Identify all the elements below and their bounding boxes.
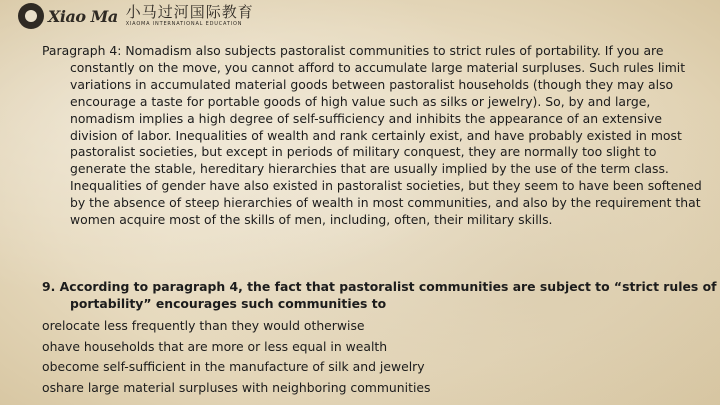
logo-latin-text: Xiao Ma [48,6,118,26]
answer-options [42,316,430,398]
passage-paragraph: Paragraph 4: Nomadism also subjects pastoralist communities to strict rules of portability. If you are constantly on the move, you cannot afford to accumulate large material surpluses. Such rules limit variations in accumulated material goods between pastoralist households (though they may also encourage a taste for portable goods of high value such as silks or jewelry). So, by and large, nomadism implies a high degree of self-sufficiency and inhibits the appearance of an extensive division of labor. Inequalities of wealth and rank certainly exist, and have probably existed in most pastoralist societies, but except in periods of military conquest, they are normally too slight to generate the stable, hereditary hierarchies that are usually implied by the use of the term class. Inequalities of gender have also existed in pastoralist societies, but they seem to have been softened by the absence of steep hierarchies of wealth in most communities, and also by the requirement that women acquire most of the skills of men, including, often, their military skills. [42,43,702,228]
answer-option[interactable]: orelocate less frequently than they would otherwise [42,318,365,333]
logo-emblem-icon [18,3,44,29]
brand-logo [18,2,254,30]
answer-option[interactable]: obecome self-sufficient in the manufacture of silk and jewelry [42,359,425,374]
logo-cjk-block [126,5,254,27]
answer-option[interactable]: oshare large material surpluses with neighboring communities [42,379,431,395]
logo-subtitle: XIAOMA INTERNATIONAL EDUCATION [125,21,243,27]
answer-option[interactable]: ohave households that are more or less equal in wealth [42,338,388,354]
question-stem: 9. According to paragraph 4, the fact that pastoralist communities are subject to “strict rules of portability” encourages such communities to [42,279,717,311]
logo-cjk-text: 小马过河国际教育 [125,3,254,21]
